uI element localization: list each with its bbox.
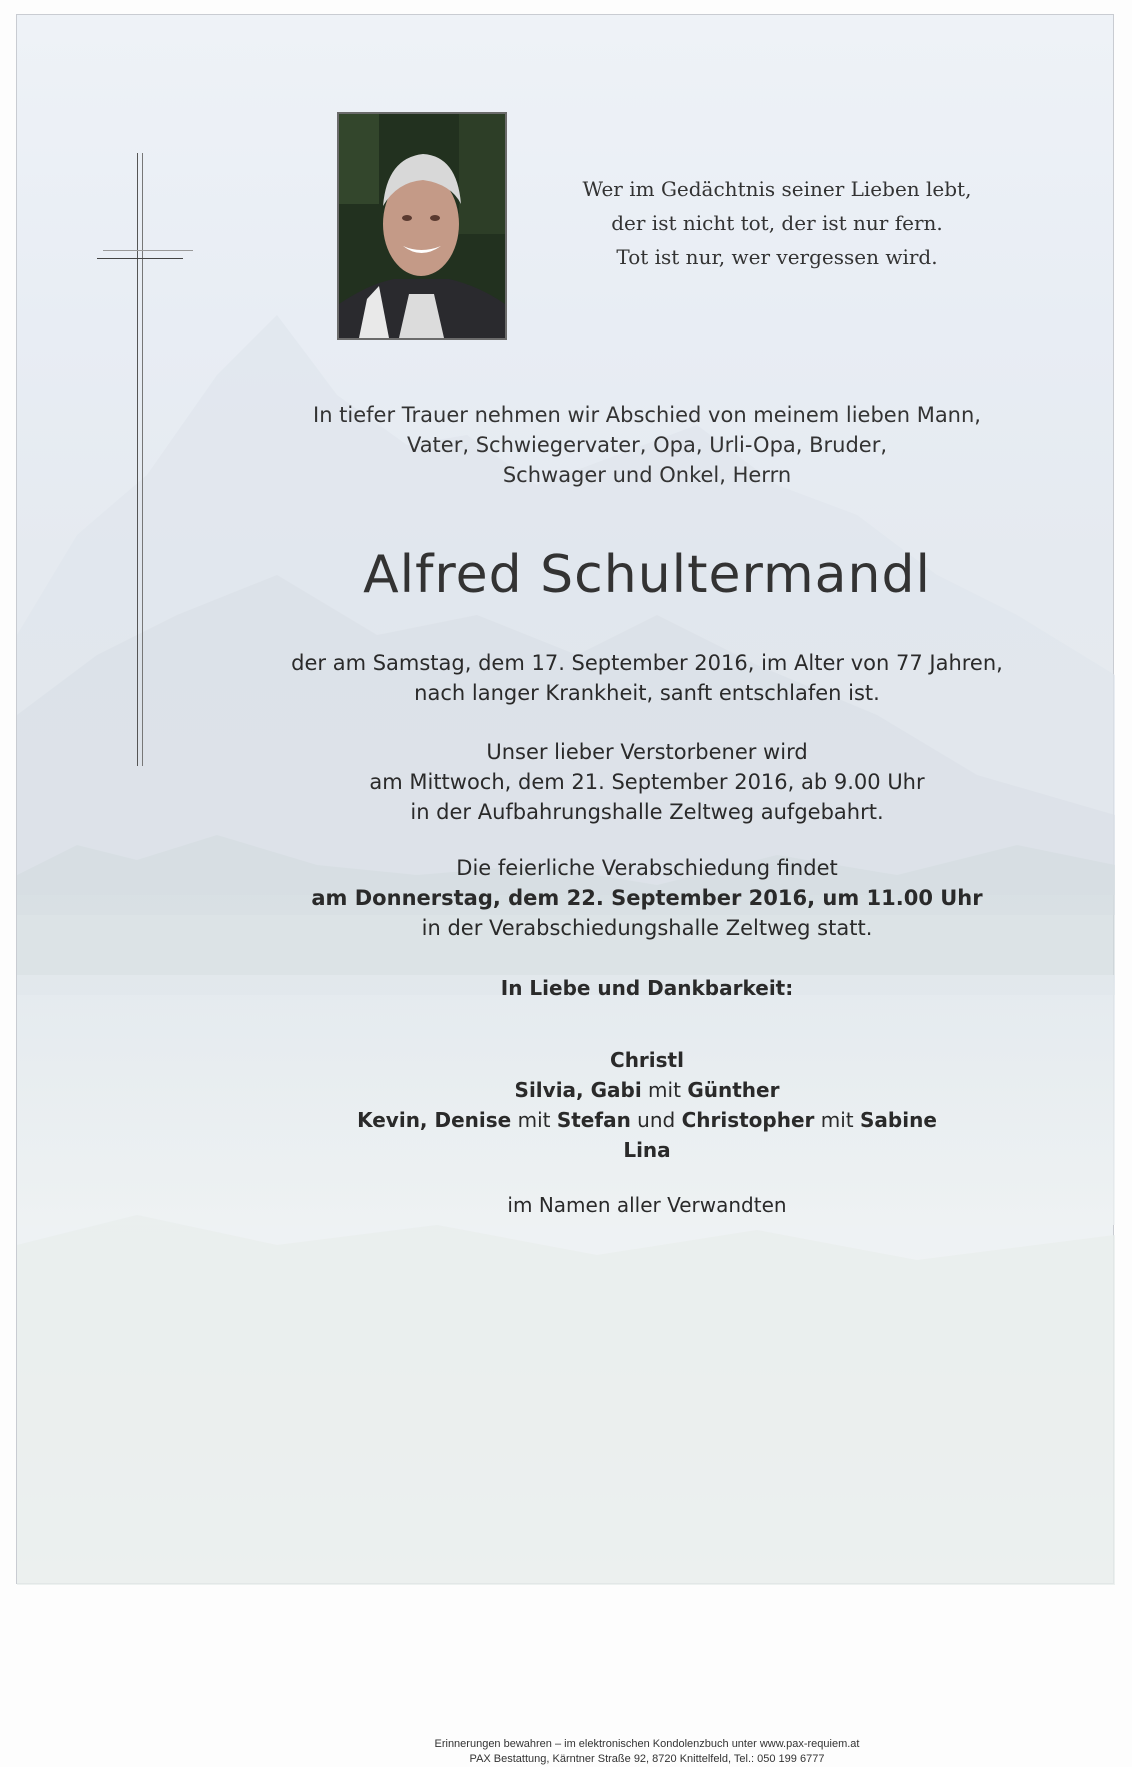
family-line: [217, 1105, 1077, 1135]
intro-line: In tiefer Trauer nehmen wir Abschied von meinem lieben Mann,: [313, 403, 981, 427]
viewing-notice: [217, 737, 1077, 827]
footer-condolence-line: Erinnerungen bewahren – im elektronischen Kondolenzbuch unter www.pax-requiem.at: [434, 1738, 860, 1750]
family-names: Stefan: [556, 1108, 631, 1132]
portrait-photo: [337, 112, 507, 340]
viewing-line: Unser lieber Verstorbener wird: [486, 740, 808, 764]
viewing-line: in der Aufbahrungshalle Zeltweg aufgebahrt.: [410, 800, 884, 824]
family-names: Christopher: [681, 1108, 815, 1132]
gratitude-heading: In Liebe und Dankbarkeit:: [500, 976, 794, 1000]
quote-line: Wer im Gedächtnis seiner Lieben lebt,: [582, 177, 972, 201]
intro-line: Schwager und Onkel, Herrn: [502, 463, 792, 487]
family-list: [217, 1045, 1077, 1165]
quote-line: der ist nicht tot, der ist nur fern.: [611, 211, 943, 235]
family-connector: und: [630, 1108, 682, 1132]
deceased-name: Alfred Schultermandl: [363, 545, 931, 605]
death-line: nach langer Krankheit, sanft entschlafen ist.: [414, 681, 880, 705]
death-line: der am Samstag, dem 17. September 2016, im Alter von 77 Jahren,: [291, 651, 1003, 675]
family-line: [217, 1075, 1077, 1105]
family-names: Silvia, Gabi: [514, 1078, 642, 1102]
family-names: Sabine: [860, 1108, 937, 1132]
family-connector: mit: [814, 1108, 861, 1132]
footer-address-line: PAX Bestattung, Kärntner Straße 92, 8720 Knittelfeld, Tel.: 050 199 6777: [469, 1753, 825, 1765]
farewell-line: Die feierliche Verabschiedung findet: [456, 856, 838, 880]
family-names: Günther: [687, 1078, 780, 1102]
cross-horizontal-bar-shadow: [103, 250, 193, 251]
viewing-line: am Mittwoch, dem 21. September 2016, ab 9.00 Uhr: [369, 770, 925, 794]
intro-text: [217, 400, 1077, 490]
intro-line: Vater, Schwiegervater, Opa, Urli-Opa, Bruder,: [406, 433, 888, 457]
farewell-line: in der Verabschiedungshalle Zeltweg statt.: [421, 916, 873, 940]
footer: [217, 1737, 1077, 1767]
farewell-notice: [217, 853, 1077, 943]
cross-horizontal-bar: [97, 258, 183, 259]
memorial-quote: [577, 172, 977, 274]
family-connector: mit: [511, 1108, 557, 1132]
family-line: Christl: [610, 1048, 684, 1072]
portrait-icon: [339, 114, 505, 338]
death-notice: [217, 648, 1077, 708]
quote-line: Tot ist nur, wer vergessen wird.: [616, 245, 938, 269]
family-line: Lina: [623, 1138, 671, 1162]
closing-line: im Namen aller Verwandten: [507, 1193, 787, 1217]
cross-vertical-bar: [137, 153, 143, 766]
farewell-date-line: am Donnerstag, dem 22. September 2016, um 11.00 Uhr: [311, 886, 983, 910]
obituary-sheet: [16, 14, 1114, 1765]
family-names: Kevin, Denise: [357, 1108, 512, 1132]
family-connector: mit: [641, 1078, 688, 1102]
